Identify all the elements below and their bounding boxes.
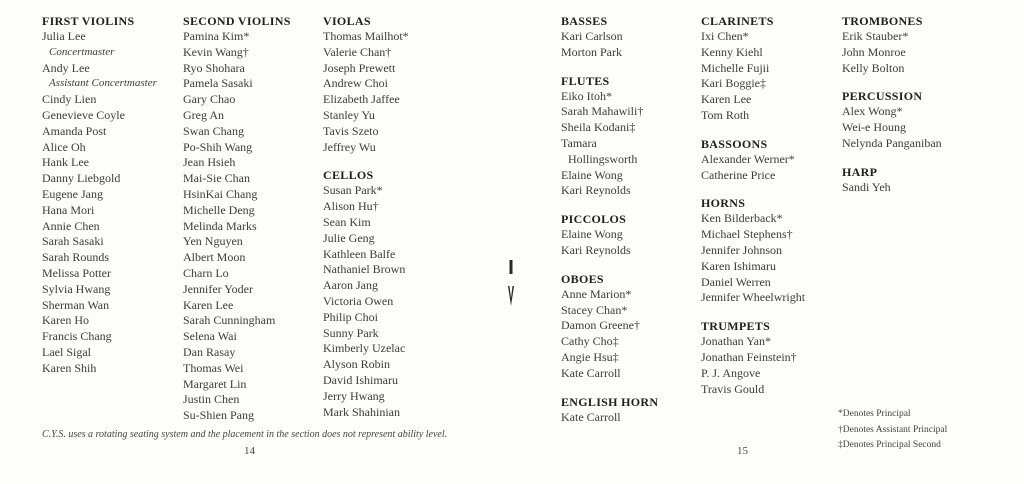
member-name: Thomas Wei xyxy=(183,360,244,375)
member-name: Karen Ishimaru xyxy=(701,258,776,273)
section-harp xyxy=(842,152,942,196)
member-name: Alex Wong* xyxy=(842,104,903,119)
member-name: Su-Shien Pang xyxy=(183,408,255,423)
member-name: Albert Moon xyxy=(183,250,246,265)
member-name: John Monroe xyxy=(842,44,906,59)
legend-principal: *Denotes Principal xyxy=(838,409,911,419)
column xyxy=(323,13,409,420)
member-name: Hana Mori xyxy=(42,202,95,217)
member-name: Hollingsworth xyxy=(568,151,638,166)
member-name: Julia Lee xyxy=(42,29,86,43)
member-name: Eugene Jang xyxy=(42,186,103,201)
member-name: Erik Stauber* xyxy=(842,29,909,43)
member-name: Melinda Marks xyxy=(183,218,257,233)
member-name: Thomas Mailhot* xyxy=(323,29,409,43)
section-oboes xyxy=(561,259,658,382)
member-name: Morton Park xyxy=(561,44,622,59)
member-name: Kimberly Uzelac xyxy=(323,341,406,356)
member-name: Michelle Fujii xyxy=(701,60,770,75)
section-heading: BASSES xyxy=(561,14,608,28)
legend-assistant-principal: †Denotes Assistant Principal xyxy=(838,424,948,435)
member-name: Karen Shih xyxy=(42,360,97,375)
member-name: Angie Hsu‡ xyxy=(561,349,619,364)
member-name: Gary Chao xyxy=(183,92,236,107)
member-name: Jonathan Feinstein† xyxy=(701,349,797,364)
section-heading: CLARINETS xyxy=(701,14,774,28)
member-role: Assistant Concertmaster xyxy=(49,77,157,90)
member-name: Valerie Chan† xyxy=(323,44,392,59)
section-gap xyxy=(842,76,942,88)
member-name: Andy Lee xyxy=(42,60,90,75)
member-name: Karen Lee xyxy=(701,92,752,107)
member-name: Elizabeth Jaffee xyxy=(323,92,400,107)
gutter-mark-lower xyxy=(508,286,514,306)
seating-note: C.Y.S. uses a rotating seating system and the placement in the section does not represent ability level. xyxy=(42,429,448,440)
section-heading: CELLOS xyxy=(323,168,374,183)
member-name: Anne Marion* xyxy=(561,286,632,301)
section-flutes xyxy=(561,61,658,200)
member-name: Charn Lo xyxy=(183,265,229,280)
member-name: Kari Carlson xyxy=(561,29,623,43)
member-name: Francis Chang xyxy=(42,329,112,344)
member-name: Jennifer Yoder xyxy=(183,281,253,296)
section-heading: FLUTES xyxy=(561,73,610,88)
member-name: Po-Shih Wang xyxy=(183,139,253,154)
section-gap xyxy=(561,382,658,394)
member-name: Jerry Hwang xyxy=(323,388,385,403)
member-name: Eiko Itoh* xyxy=(561,88,612,103)
section-heading: FIRST VIOLINS xyxy=(42,14,135,28)
section-gap xyxy=(561,61,658,73)
member-name: Joseph Prewett xyxy=(323,60,396,75)
member-name: Jonathan Yan* xyxy=(701,334,772,349)
section-heading: BASSOONS xyxy=(701,136,768,151)
section-percussion xyxy=(842,76,942,151)
section-cellos xyxy=(323,155,409,420)
section-heading: HARP xyxy=(842,164,878,179)
member-name: Travis Gould xyxy=(701,381,765,396)
section-first-violins xyxy=(42,13,157,377)
section-trumpets xyxy=(701,306,805,397)
section-gap xyxy=(323,155,409,167)
member-name: Dan Rasay xyxy=(183,344,236,359)
member-role: Concertmaster xyxy=(49,45,115,58)
member-name: Michael Stephens† xyxy=(701,227,793,242)
member-name: Elaine Wong xyxy=(561,167,623,182)
section-heading: TROMBONES xyxy=(842,14,923,28)
member-name: Greg An xyxy=(183,107,224,122)
member-name: Victoria Owen xyxy=(323,293,394,308)
section-heading: PERCUSSION xyxy=(842,89,923,104)
member-name: Sarah Mahawili† xyxy=(561,104,644,119)
member-name: Stanley Yu xyxy=(323,107,375,122)
member-name: Alison Hu† xyxy=(323,199,379,214)
member-name: Sandi Yeh xyxy=(842,179,891,194)
legend-principal-second: ‡Denotes Principal Second xyxy=(838,440,941,450)
page-number-left: 14 xyxy=(244,445,255,457)
member-name: Philip Choi xyxy=(323,309,379,324)
section-violas xyxy=(323,13,409,155)
member-name: Pamela Sasaki xyxy=(183,76,253,91)
column xyxy=(561,13,658,425)
member-name: Nathaniel Brown xyxy=(323,262,406,277)
member-name: Justin Chen xyxy=(183,392,240,407)
column xyxy=(183,13,291,424)
member-name: Sunny Park xyxy=(323,325,379,340)
member-name: Genevieve Coyle xyxy=(42,107,125,122)
column xyxy=(42,13,157,377)
section-english-horn xyxy=(561,382,658,426)
section-heading: PICCOLOS xyxy=(561,212,627,227)
column xyxy=(701,13,805,397)
section-heading: VIOLAS xyxy=(323,14,371,28)
member-name: Cindy Lien xyxy=(42,92,97,107)
gutter-mark xyxy=(507,258,515,308)
member-name: Ryo Shohara xyxy=(183,60,245,75)
member-name: Ken Bilderback* xyxy=(701,211,783,226)
section-clarinets xyxy=(701,13,805,124)
member-name: Sherman Wan xyxy=(42,297,110,312)
member-name: Pamina Kim* xyxy=(183,29,250,43)
member-name: Sylvia Hwang xyxy=(42,281,111,296)
member-name: Kelly Bolton xyxy=(842,60,905,75)
member-name: Ixi Chen* xyxy=(701,29,749,43)
member-name: Andrew Choi xyxy=(323,76,388,91)
member-name: Wei-e Houng xyxy=(842,120,907,135)
section-heading: OBOES xyxy=(561,271,604,286)
section-gap xyxy=(701,124,805,136)
member-name: Sarah Sasaki xyxy=(42,234,104,249)
member-name: Amanda Post xyxy=(42,123,107,138)
section-trombones xyxy=(842,13,942,76)
member-name: Nelynda Panganiban xyxy=(842,135,942,150)
member-name: Kate Carroll xyxy=(561,365,621,380)
member-name: Julie Geng xyxy=(323,230,375,245)
member-name: Jean Hsieh xyxy=(183,155,236,170)
member-name: Tom Roth xyxy=(701,107,750,122)
legend xyxy=(838,407,947,454)
member-name: Mark Shahinian xyxy=(323,404,400,419)
member-name: Michelle Deng xyxy=(183,202,255,217)
member-name: Kari Reynolds xyxy=(561,183,631,198)
member-name: HsinKai Chang xyxy=(183,186,258,201)
section-heading: TRUMPETS xyxy=(701,319,771,334)
member-name: Tamara xyxy=(561,135,597,150)
member-name: Kari Reynolds xyxy=(561,242,631,257)
section-gap xyxy=(561,199,658,211)
page-number-right: 15 xyxy=(737,445,748,457)
section-gap xyxy=(842,152,942,164)
member-name: P. J. Angove xyxy=(701,365,761,380)
member-name: Elaine Wong xyxy=(561,227,623,242)
member-name: Cathy Cho‡ xyxy=(561,334,619,349)
member-name: Karen Lee xyxy=(183,297,234,312)
member-name: Sean Kim xyxy=(323,214,371,229)
member-name: Yen Nguyen xyxy=(183,234,243,249)
section-gap xyxy=(561,259,658,271)
member-name: David Ishimaru xyxy=(323,372,398,387)
section-heading: ENGLISH HORN xyxy=(561,394,659,409)
member-name: Catherine Price xyxy=(701,167,776,182)
member-name: Lael Sigal xyxy=(42,344,91,359)
section-basses xyxy=(561,13,658,61)
section-piccolos xyxy=(561,199,658,259)
member-name: Swan Chang xyxy=(183,123,244,138)
member-name: Sarah Cunningham xyxy=(183,313,276,328)
member-name: Melissa Potter xyxy=(42,265,111,280)
member-name: Mai-Sie Chan xyxy=(183,171,250,186)
member-name: Alexander Werner* xyxy=(701,151,795,166)
section-horns xyxy=(701,183,805,306)
member-name: Kari Boggie‡ xyxy=(701,76,766,91)
member-name: Selena Wai xyxy=(183,329,237,344)
member-name: Kevin Wang† xyxy=(183,44,249,59)
member-name: Kate Carroll xyxy=(561,409,621,424)
member-name: Karen Ho xyxy=(42,313,89,328)
member-name: Stacey Chan* xyxy=(561,302,628,317)
member-name: Kathleen Balfe xyxy=(323,246,396,261)
member-name: Danny Liebgold xyxy=(42,171,121,186)
section-bassoons xyxy=(701,124,805,184)
member-name: Sheila Kodani‡ xyxy=(561,120,636,135)
member-name: Sarah Rounds xyxy=(42,250,109,265)
section-gap xyxy=(701,306,805,318)
gutter-mark-upper xyxy=(510,260,513,274)
member-name: Margaret Lin xyxy=(183,376,247,391)
member-name: Kenny Kiehl xyxy=(701,44,763,59)
member-name: Jeffrey Wu xyxy=(323,139,376,154)
member-name: Jennifer Wheelwright xyxy=(701,290,806,305)
member-name: Jennifer Johnson xyxy=(701,242,782,257)
member-name: Alice Oh xyxy=(42,139,86,154)
section-heading: HORNS xyxy=(701,196,746,211)
member-name: Hank Lee xyxy=(42,155,89,170)
member-name: Daniel Werren xyxy=(701,274,771,289)
member-name: Alyson Robin xyxy=(323,357,391,372)
section-second-violins xyxy=(183,13,291,424)
column xyxy=(842,13,942,196)
section-gap xyxy=(701,183,805,195)
member-name: Tavis Szeto xyxy=(323,123,379,138)
member-name: Aaron Jang xyxy=(323,278,378,293)
member-name: Annie Chen xyxy=(42,218,100,233)
member-name: Susan Park* xyxy=(323,183,383,198)
section-heading: SECOND VIOLINS xyxy=(183,14,291,28)
member-name: Damon Greene† xyxy=(561,318,640,333)
